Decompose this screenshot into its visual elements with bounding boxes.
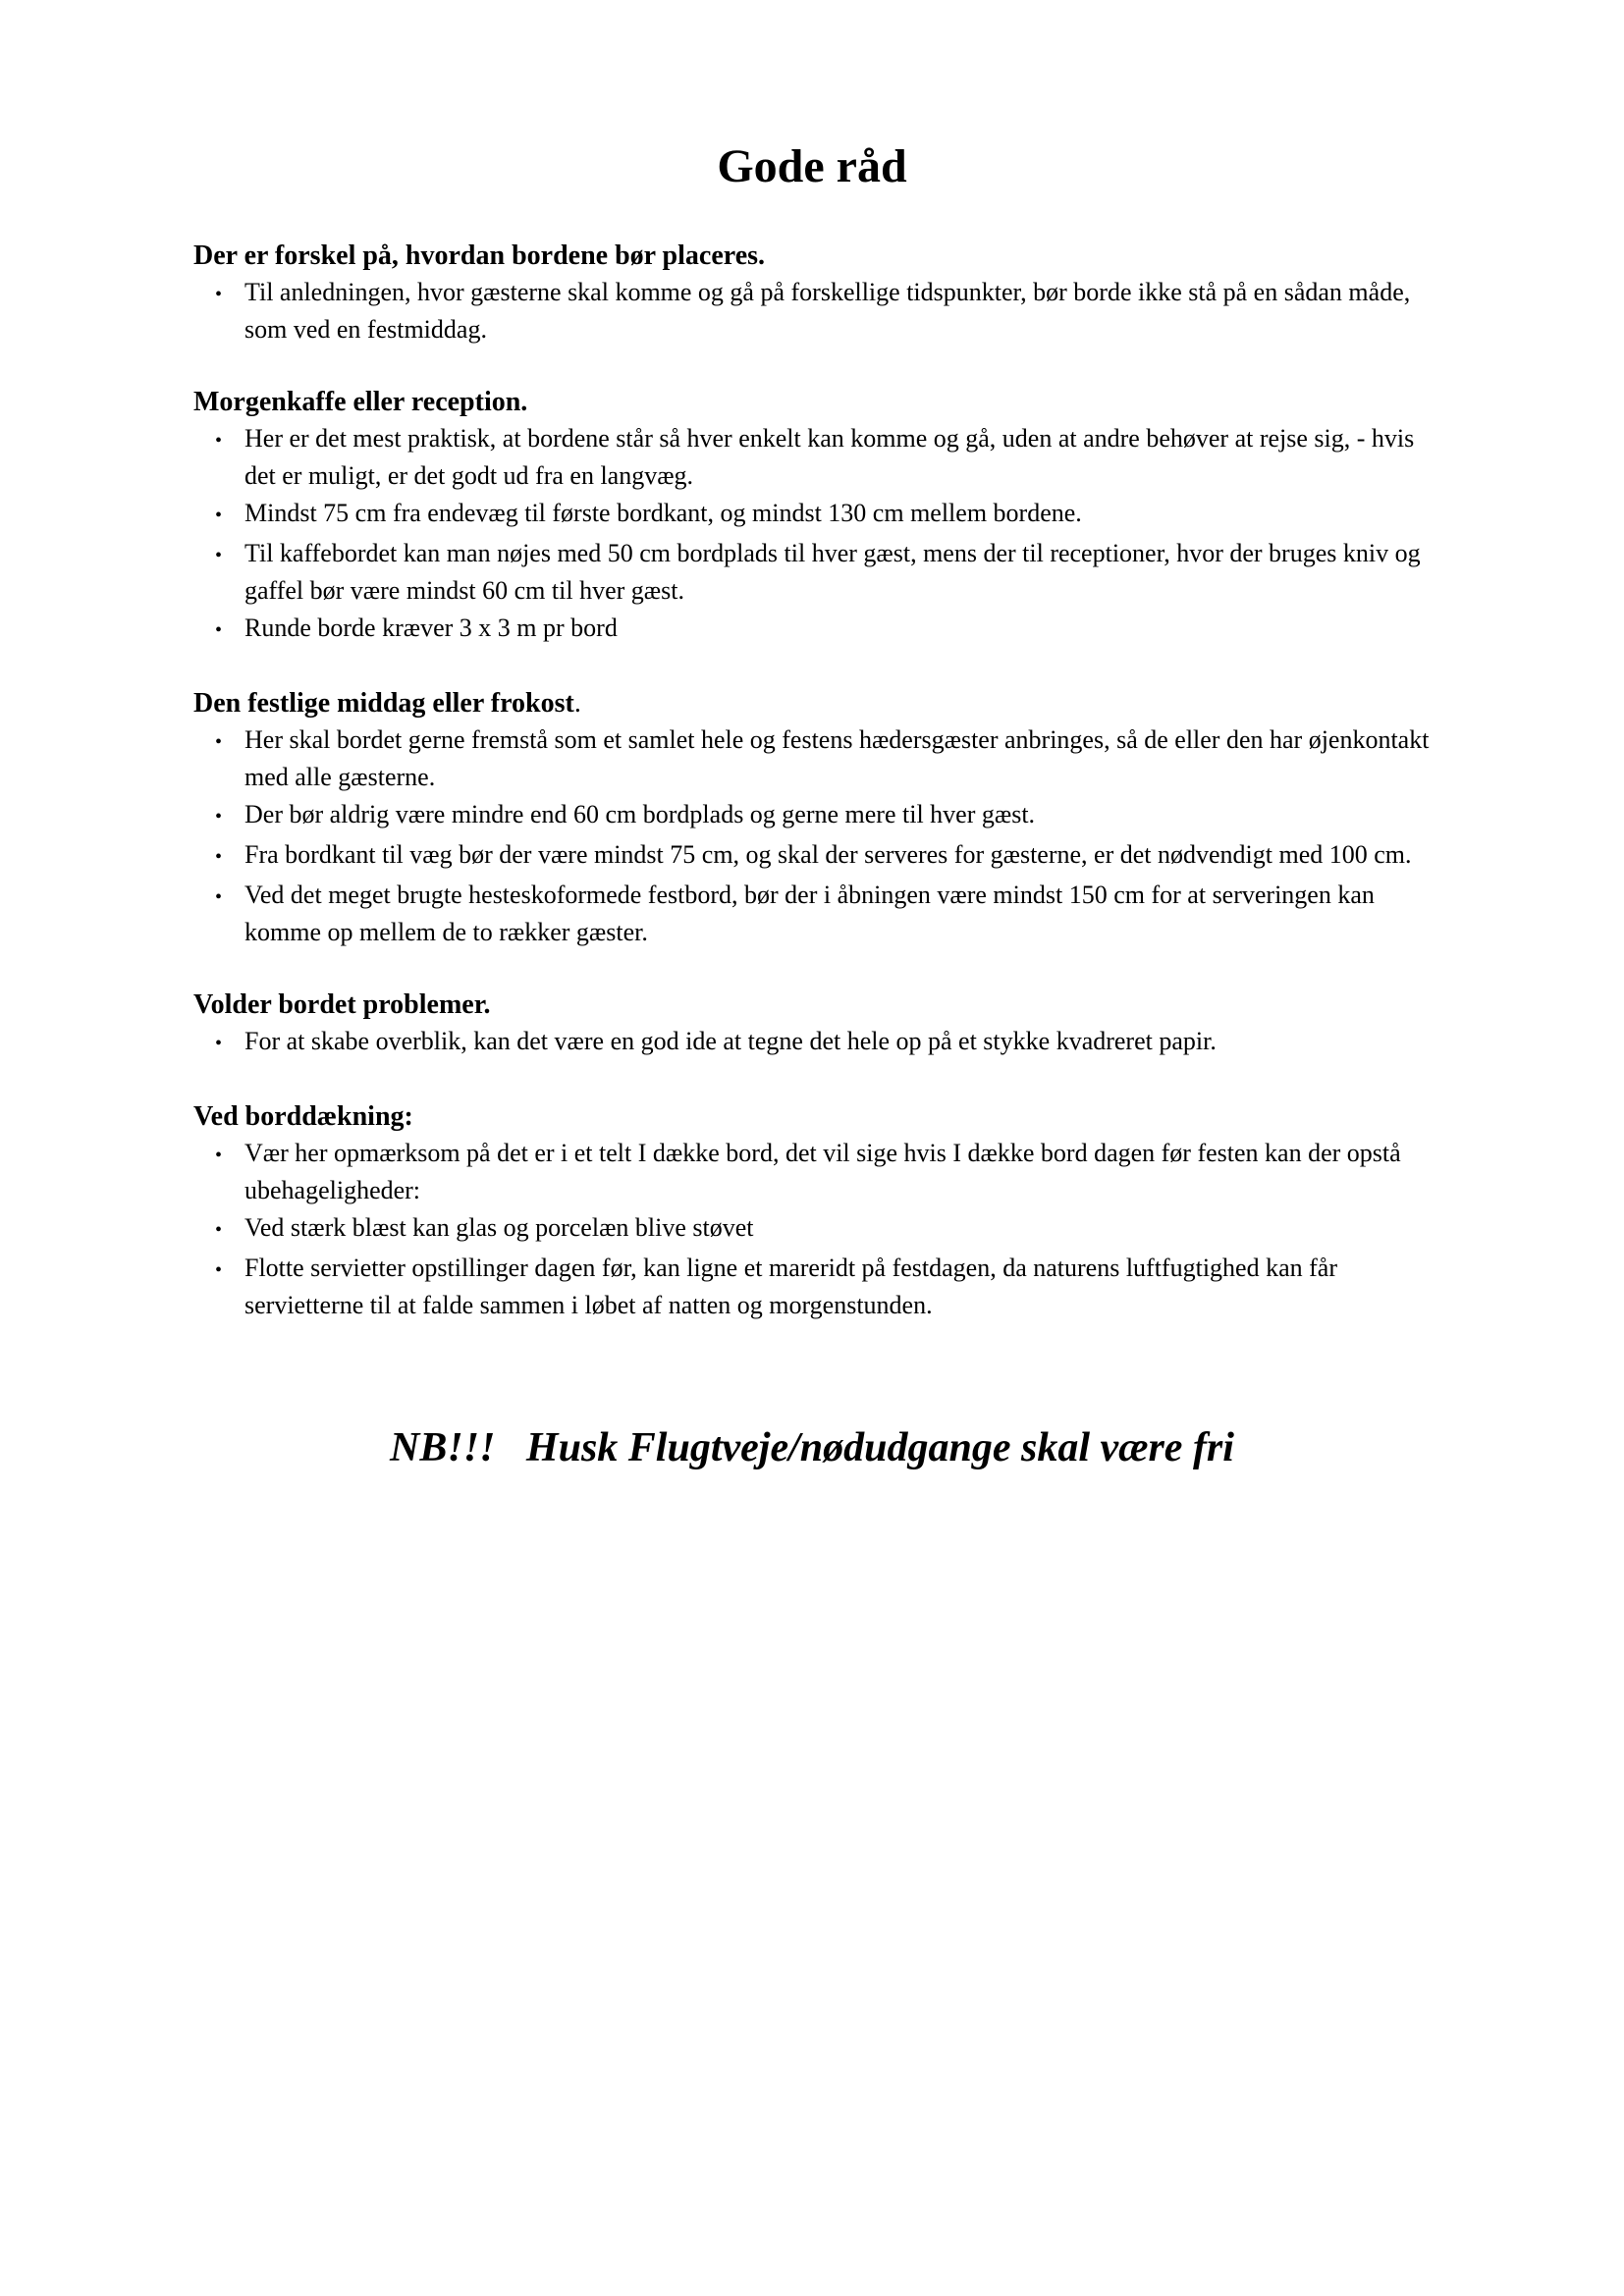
bullet-icon: • [215, 731, 223, 753]
list-item-text: Til anledningen, hvor gæsterne skal komme og gå på forskellige tidspunkter, bør borde ikke stå på en sådan måde, som ved en festmiddag. [244, 278, 1411, 344]
emergency-exit-note: NB!!! Husk Flugtveje/nødudgange skal være fri [390, 1425, 1234, 1470]
bullet-icon: • [215, 545, 223, 566]
bullet-icon: • [215, 846, 223, 868]
list-item [193, 1136, 1440, 1207]
document-body [193, 238, 1440, 1360]
section-table-problems [193, 987, 1440, 1061]
page-title: Gode råd [717, 140, 907, 192]
list-item-text: Ved det meget brugte hesteskoformede festbord, bør der i åbningen være mindst 150 cm for at serveringen kan komme op mellem de to rækker gæster. [244, 881, 1375, 946]
bullet-icon: • [215, 1219, 223, 1241]
section-morning-coffee [193, 384, 1440, 648]
list-item [193, 1024, 1440, 1061]
bullet-icon: • [215, 430, 223, 452]
list-item [193, 275, 1440, 347]
bullet-list [193, 275, 1440, 347]
list-item-text: Der bør aldrig være mindre end 60 cm bordplads og gerne mere til hver gæst. [244, 800, 1036, 828]
bullet-icon: • [215, 284, 223, 305]
section-heading-suffix: . [573, 688, 581, 719]
list-item-text: Runde borde kræver 3 x 3 m pr bord [244, 614, 618, 642]
bullet-list [193, 1024, 1440, 1061]
list-item [193, 496, 1440, 533]
list-item [193, 611, 1440, 648]
section-table-setting [193, 1098, 1440, 1322]
section-heading: Der er forskel på, hvordan bordene bør placeres. [193, 240, 766, 271]
section-heading [193, 685, 1440, 722]
section-table-placement [193, 238, 1440, 347]
list-item-text: Her er det mest praktisk, at bordene står så hver enkelt kan komme og gå, uden at andre behøver at rejse sig, - hvis det er muligt, er det godt ud fra en langvæg. [244, 424, 1415, 490]
bullet-icon: • [215, 505, 223, 526]
list-item [193, 797, 1440, 834]
list-item [193, 837, 1440, 875]
bullet-icon: • [215, 1259, 223, 1281]
section-heading: Morgenkaffe eller reception. [193, 387, 528, 417]
list-item-text: Fra bordkant til væg bør der være mindst 75 cm, og skal der serveres for gæsterne, er det nødvendigt med 100 cm. [244, 840, 1412, 869]
bullet-icon: • [215, 1145, 223, 1166]
list-item [193, 878, 1440, 949]
section-heading: Ved borddækning: [193, 1101, 413, 1132]
bullet-icon: • [215, 619, 223, 641]
list-item [193, 1210, 1440, 1248]
list-item [193, 1251, 1440, 1322]
section-heading: Volder bordet problemer. [193, 989, 491, 1020]
list-item-text: For at skabe overblik, kan det være en god ide at tegne det hele op på et stykke kvadreret papir. [244, 1027, 1217, 1055]
bullet-list [193, 722, 1440, 949]
section-heading-text: Den festlige middag eller frokost [193, 688, 574, 719]
bullet-icon: • [215, 1033, 223, 1054]
list-item-text: Mindst 75 cm fra endevæg til første bordkant, og mindst 130 cm mellem bordene. [244, 499, 1082, 527]
bullet-list [193, 496, 1440, 648]
section-festive-dinner [193, 685, 1440, 949]
list-item [193, 421, 1440, 493]
bullet-icon: • [215, 806, 223, 828]
list-item-text: Ved stærk blæst kan glas og porcelæn blive støvet [244, 1213, 754, 1242]
bullet-icon: • [215, 886, 223, 908]
list-item-text: Her skal bordet gerne fremstå som et samlet hele og festens hædersgæster anbringes, så de eller den har øjenkontakt med alle gæsterne. [244, 725, 1430, 791]
list-item-text: Flotte servietter opstillinger dagen før, kan ligne et mareridt på festdagen, da naturens luftfugtighed kan får servietterne til at falde sammen i løbet af natten og morgenstunden. [244, 1254, 1337, 1319]
list-item-text: Vær her opmærksom på det er i et telt I dække bord, det vil sige hvis I dække bord dagen før festen kan der opstå ubehageligheder: [244, 1139, 1401, 1204]
bullet-list [193, 421, 1440, 493]
list-item [193, 536, 1440, 608]
bullet-list [193, 1136, 1440, 1322]
list-item [193, 722, 1440, 794]
list-item-text: Til kaffebordet kan man nøjes med 50 cm bordplads til hver gæst, mens der til receptioner, hvor der bruges kniv og gaffel bør være mindst 60 cm til hver gæst. [244, 539, 1421, 605]
